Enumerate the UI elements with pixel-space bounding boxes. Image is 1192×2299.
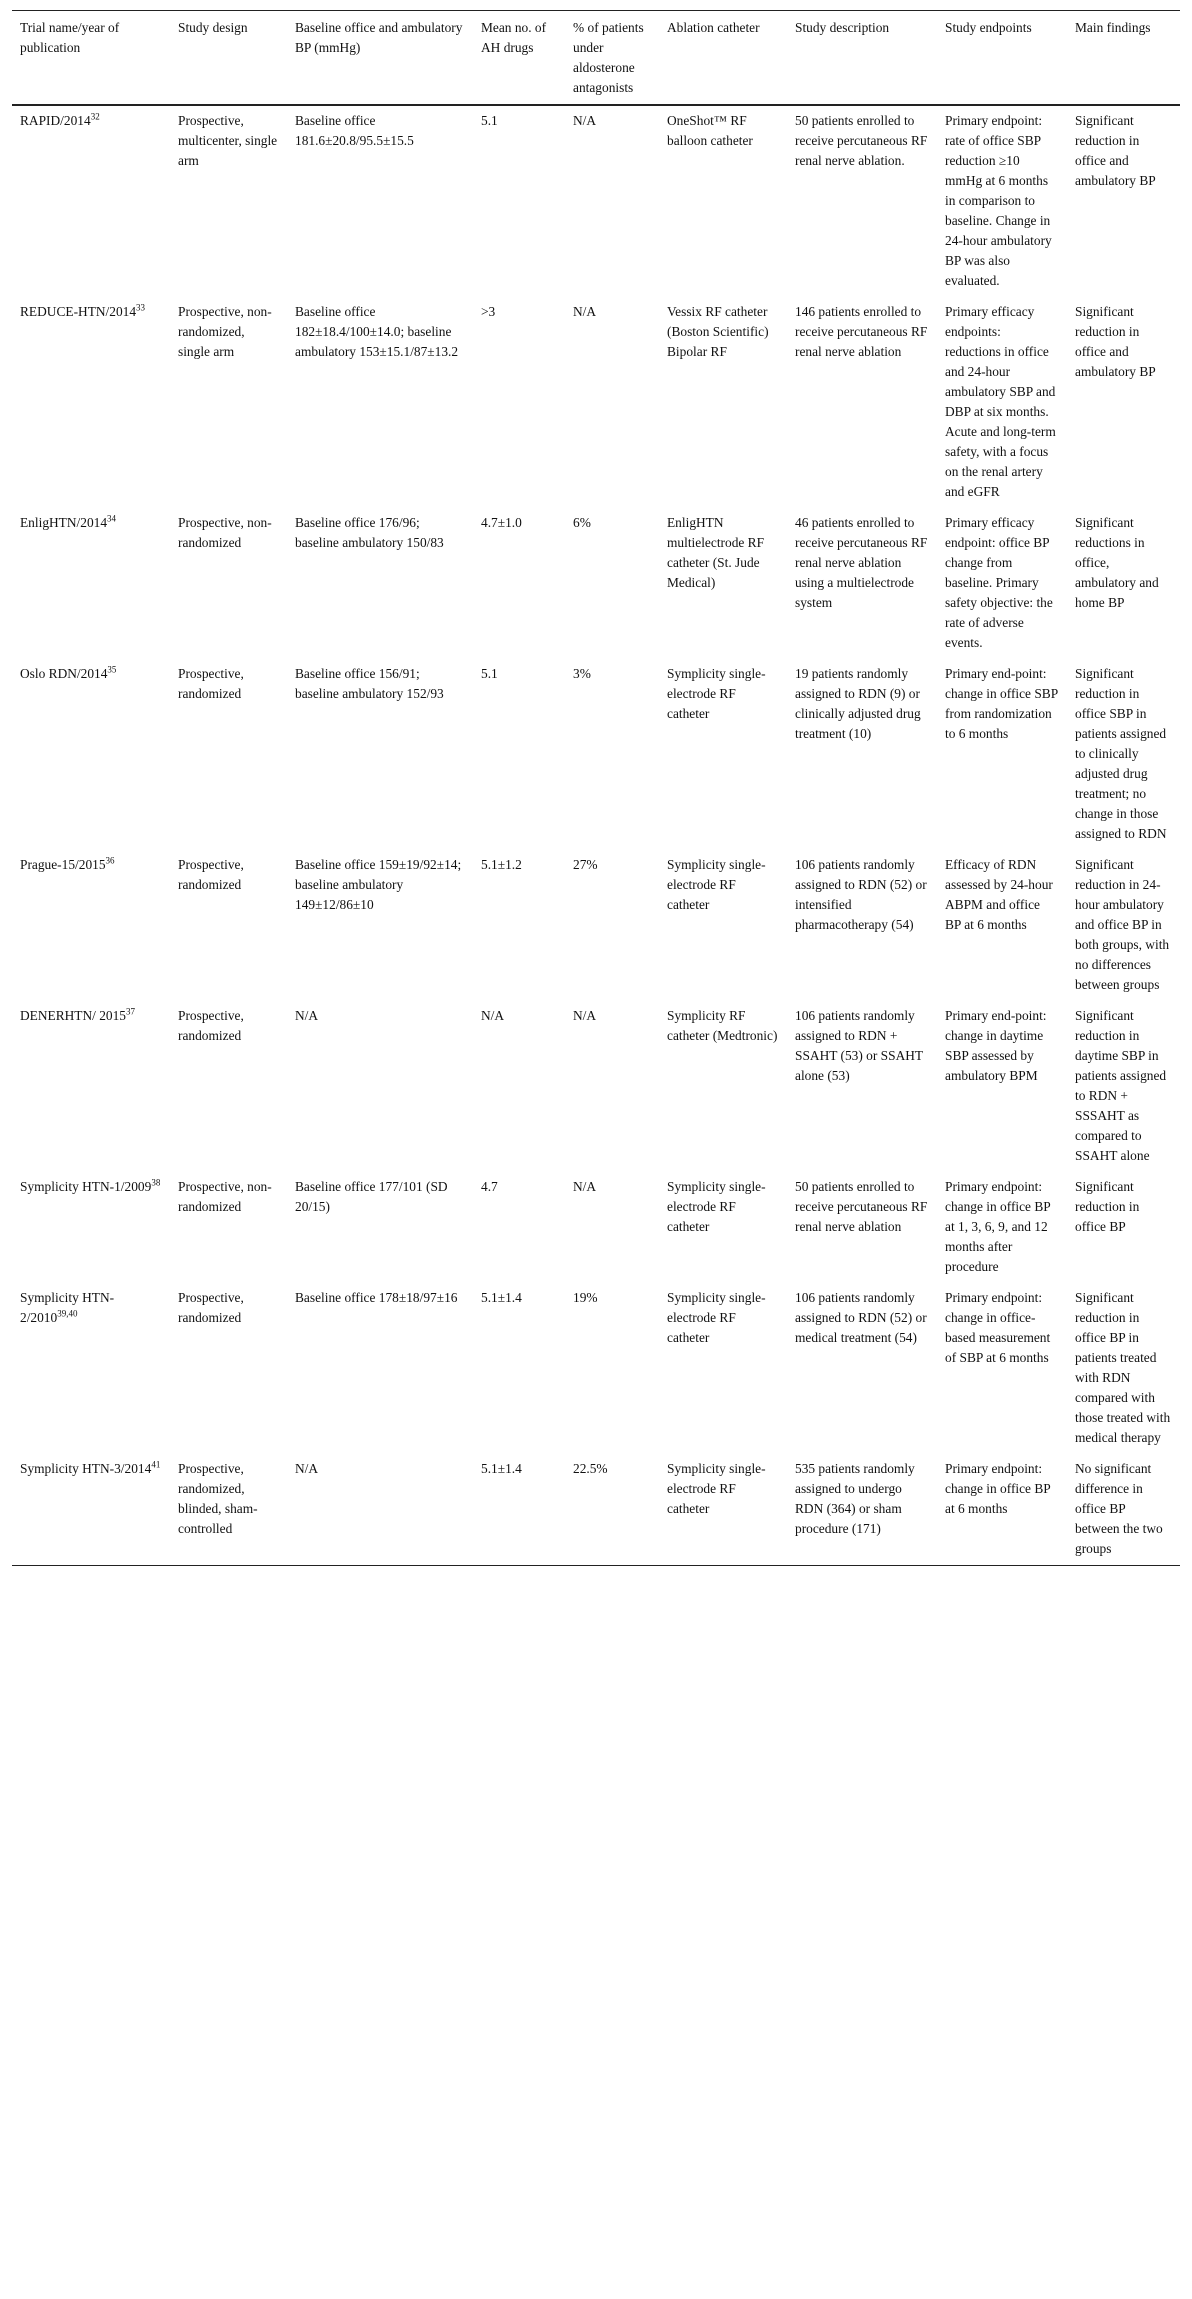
cell-description: 19 patients randomly assigned to RDN (9) or clinically adjusted drug treatment (10) — [795, 666, 921, 741]
cell-mean-drugs: 5.1±1.4 — [481, 1290, 522, 1305]
cell-endpoints: Primary end-point: change in office SBP from randomization to 6 months — [945, 666, 1058, 741]
cell-design: Prospective, randomized — [178, 1290, 244, 1325]
cell-endpoints: Primary endpoint: change in office BP at 6 months — [945, 1461, 1051, 1516]
reference-number: 41 — [151, 1459, 161, 1470]
table-row — [12, 297, 1180, 508]
reference-number: 35 — [107, 664, 117, 675]
header-findings: Main findings — [1075, 20, 1151, 35]
cell-design: Prospective, randomized — [178, 857, 244, 892]
cell-catheter: Symplicity single-electrode RF catheter — [667, 1461, 766, 1516]
cell-mean-drugs: >3 — [481, 304, 496, 319]
header-baseline-bp: Baseline office and ambulatory BP (mmHg) — [295, 20, 463, 55]
cell-baseline-bp: Baseline office 156/91; baseline ambulatory 152/93 — [295, 666, 444, 701]
cell-mean-drugs: 5.1 — [481, 666, 498, 681]
cell-mean-drugs: 5.1±1.2 — [481, 857, 522, 872]
trial-name: DENERHTN/ 2015 — [20, 1008, 127, 1023]
cell-design: Prospective, non-randomized, single arm — [178, 304, 272, 359]
reference-number: 32 — [90, 111, 100, 122]
cell-description: 106 patients randomly assigned to RDN (52) or medical treatment (54) — [795, 1290, 927, 1345]
cell-catheter: Symplicity RF catheter (Medtronic) — [667, 1008, 778, 1043]
header-design: Study design — [178, 20, 248, 35]
cell-aldosterone: N/A — [573, 113, 597, 128]
cell-trial — [12, 508, 170, 659]
table-row — [12, 508, 1180, 659]
cell-findings: Significant reduction in office SBP in patients assigned to clinically adjusted drug treatment; no change in those assigned to RDN — [1075, 666, 1167, 841]
cell-trial — [12, 1283, 170, 1454]
cell-endpoints: Primary efficacy endpoints: reductions in office and 24-hour ambulatory SBP and DBP at six months. Acute and long-term safety, with a focus on the renal artery and eGFR — [945, 304, 1056, 499]
cell-endpoints: Primary efficacy endpoint: office BP change from baseline. Primary safety objective: the rate of adverse events. — [945, 515, 1053, 650]
cell-catheter: OneShot™ RF balloon catheter — [667, 113, 753, 148]
reference-number: 34 — [107, 513, 117, 524]
cell-endpoints: Primary endpoint: rate of office SBP reduction ≥10 mmHg at 6 months in comparison to baseline. Change in 24-hour ambulatory BP was also evaluated. — [945, 113, 1052, 288]
cell-aldosterone: 27% — [573, 857, 598, 872]
cell-design: Prospective, non-randomized — [178, 515, 272, 550]
reference-number: 38 — [151, 1177, 161, 1188]
cell-mean-drugs: 4.7 — [481, 1179, 498, 1194]
trial-name: RAPID/2014 — [20, 113, 91, 128]
cell-baseline-bp: Baseline office 178±18/97±16 — [295, 1290, 458, 1305]
cell-trial — [12, 297, 170, 508]
cell-catheter: Symplicity single-electrode RF catheter — [667, 857, 766, 912]
cell-endpoints: Primary endpoint: change in office BP at 1, 3, 6, 9, and 12 months after procedure — [945, 1179, 1051, 1274]
cell-baseline-bp: Baseline office 181.6±20.8/95.5±15.5 — [295, 113, 414, 148]
cell-design: Prospective, randomized — [178, 1008, 244, 1043]
cell-catheter: Symplicity single-electrode RF catheter — [667, 1179, 766, 1234]
table-row — [12, 850, 1180, 1001]
cell-aldosterone: N/A — [573, 1008, 597, 1023]
cell-description: 50 patients enrolled to receive percutaneous RF renal nerve ablation. — [795, 113, 928, 168]
cell-findings: No significant difference in office BP between the two groups — [1075, 1461, 1163, 1556]
cell-aldosterone: 19% — [573, 1290, 598, 1305]
header-trial: Trial name/year of publication — [20, 20, 120, 55]
cell-findings: Significant reductions in office, ambulatory and home BP — [1075, 515, 1159, 610]
header-row — [12, 11, 1180, 106]
cell-description: 106 patients randomly assigned to RDN (52) or intensified pharmacotherapy (54) — [795, 857, 927, 932]
header-mean-drugs: Mean no. of AH drugs — [481, 20, 547, 55]
table-container — [12, 10, 1180, 1566]
trial-name: Symplicity HTN-2/2010 — [20, 1290, 115, 1325]
cell-baseline-bp: N/A — [295, 1461, 319, 1476]
trial-name: Symplicity HTN-1/2009 — [20, 1179, 152, 1194]
cell-aldosterone: 22.5% — [573, 1461, 608, 1476]
cell-findings: Significant reduction in 24-hour ambulatory and office BP in both groups, with no differences between groups — [1075, 857, 1170, 992]
cell-aldosterone: N/A — [573, 1179, 597, 1194]
table-row — [12, 1283, 1180, 1454]
cell-mean-drugs: 5.1 — [481, 113, 498, 128]
cell-findings: Significant reduction in office and ambulatory BP — [1075, 113, 1156, 188]
cell-trial — [12, 1001, 170, 1172]
cell-description: 50 patients enrolled to receive percutaneous RF renal nerve ablation — [795, 1179, 928, 1234]
cell-design: Prospective, multicenter, single arm — [178, 113, 278, 168]
reference-number: 33 — [136, 302, 146, 313]
trial-name: Symplicity HTN-3/2014 — [20, 1461, 152, 1476]
trial-name: EnligHTN/2014 — [20, 515, 108, 530]
cell-findings: Significant reduction in office BP in patients treated with RDN compared with those treated with medical therapy — [1075, 1290, 1171, 1445]
cell-design: Prospective, randomized — [178, 666, 244, 701]
cell-mean-drugs: 5.1±1.4 — [481, 1461, 522, 1476]
reference-number: 37 — [126, 1006, 136, 1017]
cell-description: 106 patients randomly assigned to RDN + SSAHT (53) or SSAHT alone (53) — [795, 1008, 923, 1083]
header-aldosterone: % of patients under aldosterone antagonists — [573, 20, 644, 95]
table-row — [12, 1172, 1180, 1283]
header-description: Study description — [795, 20, 890, 35]
trial-name: REDUCE-HTN/2014 — [20, 304, 137, 319]
header-catheter: Ablation catheter — [667, 20, 760, 35]
cell-baseline-bp: Baseline office 176/96; baseline ambulatory 150/83 — [295, 515, 444, 550]
table-row — [12, 1454, 1180, 1566]
table-row — [12, 1001, 1180, 1172]
cell-baseline-bp: Baseline office 182±18.4/100±14.0; baseline ambulatory 153±15.1/87±13.2 — [295, 304, 459, 359]
cell-findings: Significant reduction in daytime SBP in patients assigned to RDN + SSSAHT as compared to SSAHT alone — [1075, 1008, 1167, 1163]
cell-trial — [12, 1172, 170, 1283]
trial-name: Oslo RDN/2014 — [20, 666, 108, 681]
trial-name: Prague-15/2015 — [20, 857, 106, 872]
cell-description: 535 patients randomly assigned to undergo RDN (364) or sham procedure (171) — [795, 1461, 915, 1536]
cell-catheter: Symplicity single-electrode RF catheter — [667, 1290, 766, 1345]
cell-findings: Significant reduction in office and ambulatory BP — [1075, 304, 1156, 379]
cell-baseline-bp: Baseline office 177/101 (SD 20/15) — [295, 1179, 448, 1214]
header-endpoints: Study endpoints — [945, 20, 1032, 35]
reference-number: 39,40 — [57, 1308, 78, 1319]
cell-aldosterone: 6% — [573, 515, 591, 530]
cell-design: Prospective, non-randomized — [178, 1179, 272, 1214]
cell-catheter: Vessix RF catheter (Boston Scientific) Bipolar RF — [667, 304, 769, 359]
cell-baseline-bp: N/A — [295, 1008, 319, 1023]
cell-trial — [12, 659, 170, 850]
cell-mean-drugs: 4.7±1.0 — [481, 515, 522, 530]
cell-design: Prospective, randomized, blinded, sham-controlled — [178, 1461, 258, 1536]
rdn-trials-table — [12, 10, 1180, 1566]
cell-aldosterone: 3% — [573, 666, 591, 681]
cell-description: 146 patients enrolled to receive percutaneous RF renal nerve ablation — [795, 304, 928, 359]
cell-catheter: EnligHTN multielectrode RF catheter (St. Jude Medical) — [667, 515, 765, 590]
cell-baseline-bp: Baseline office 159±19/92±14; baseline ambulatory 149±12/86±10 — [295, 857, 462, 912]
cell-endpoints: Primary end-point: change in daytime SBP assessed by ambulatory BPM — [945, 1008, 1047, 1083]
cell-endpoints: Primary endpoint: change in office-based measurement of SBP at 6 months — [945, 1290, 1051, 1365]
cell-mean-drugs: N/A — [481, 1008, 505, 1023]
cell-trial — [12, 1454, 170, 1566]
cell-trial — [12, 850, 170, 1001]
table-row — [12, 659, 1180, 850]
cell-findings: Significant reduction in office BP — [1075, 1179, 1140, 1234]
cell-aldosterone: N/A — [573, 304, 597, 319]
cell-catheter: Symplicity single-electrode RF catheter — [667, 666, 766, 721]
table-row — [12, 105, 1180, 297]
cell-endpoints: Efficacy of RDN assessed by 24-hour ABPM and office BP at 6 months — [945, 857, 1053, 932]
reference-number: 36 — [105, 855, 115, 866]
cell-trial — [12, 105, 170, 297]
cell-description: 46 patients enrolled to receive percutaneous RF renal nerve ablation using a multielectrode system — [795, 515, 928, 610]
